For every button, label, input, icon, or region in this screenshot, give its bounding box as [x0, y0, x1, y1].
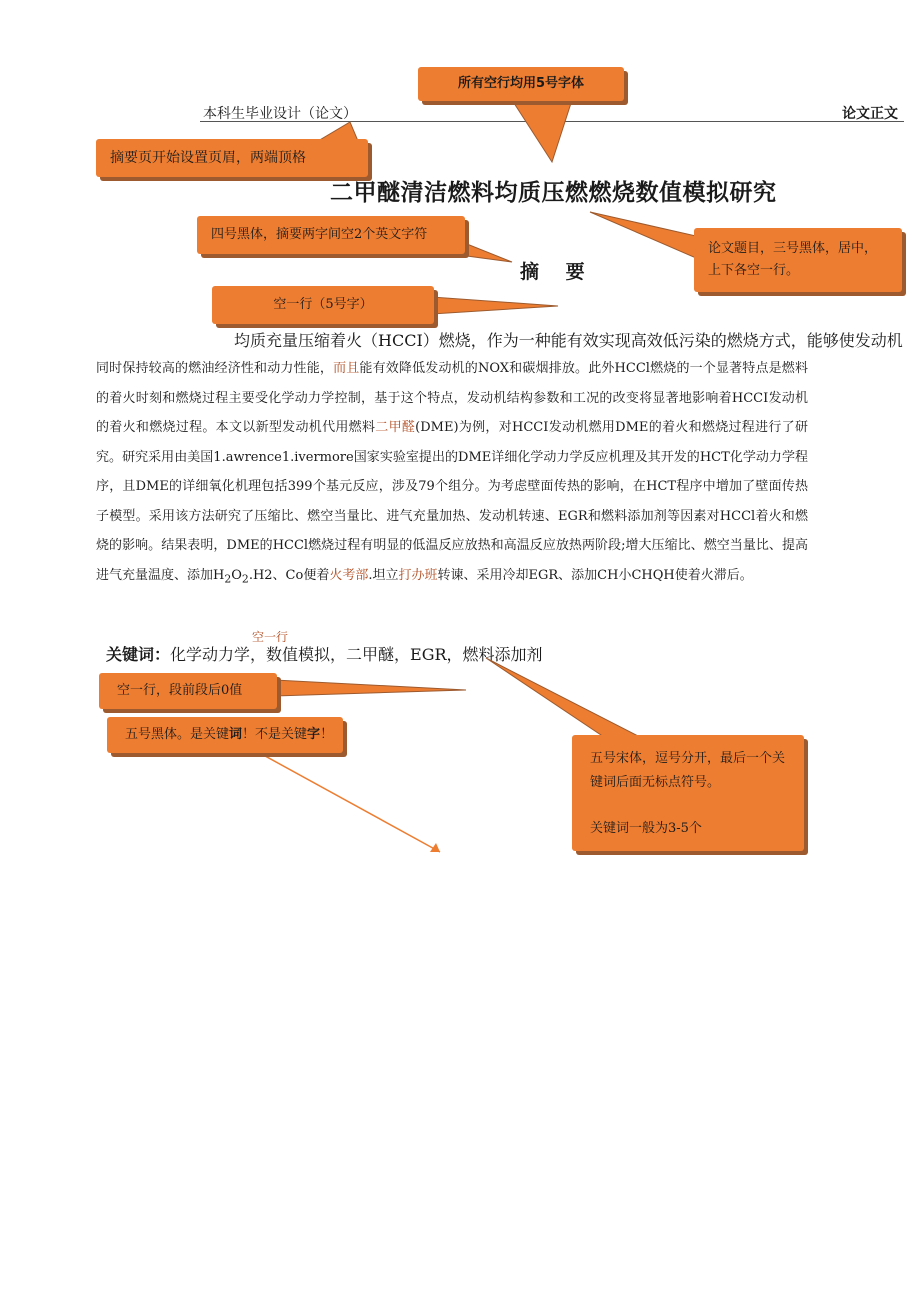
callout-title-format [694, 228, 902, 292]
abstract-text: H [213, 567, 225, 583]
callout-text: ！ [320, 727, 334, 742]
pointer-kwbold [236, 740, 440, 852]
abstract-text: 转谏、采用冷却EGR、添加CH小CHQH使着火滞后。 [437, 567, 753, 583]
abstract-text-note: 打办班 [398, 567, 438, 583]
abstract-text: O [231, 567, 242, 583]
pointer-top [512, 100, 572, 162]
callout-keywords-format [572, 735, 804, 851]
keywords-label: 关键词： [106, 645, 171, 664]
abstract-first-line: 均质充量压缩着火（HCCI）燃烧，作为一种能有效实现高效低污染的燃烧方式，能够使发动机 [234, 331, 903, 350]
page-header-right: 论文正文 [842, 106, 898, 122]
callout-text: ！不是关键 [242, 727, 308, 742]
thesis-title: 二甲醚清洁燃料均质压燃燃烧数值模拟研究 [330, 180, 777, 206]
blank-line-note: 空一行 [252, 630, 289, 644]
abstract-text-note: 二甲醛 [375, 420, 416, 435]
callout-keywords-blank: 空一行，段前段后0值 [99, 673, 277, 709]
abstract-text-note: 而且 [333, 361, 360, 376]
abstract-text: 同时保持较高的燃油经济性和动力性能， [96, 361, 334, 376]
callout-text-bold: 字 [307, 727, 321, 742]
pointer-kwblank [275, 680, 466, 696]
abstract-subscript: 2 [224, 572, 232, 586]
callout-keywords-label-format [107, 717, 343, 753]
callout-text-bold: 词 [229, 727, 243, 742]
abstract-text-note: 火考部 [329, 567, 369, 583]
callout-blank-lines-font: 所有空行均用5号字体 [418, 67, 624, 101]
callout-kw-line: 五号宋体，逗号分开，最后一个关键词后面无标点符号。 [590, 751, 786, 790]
page-header-left: 本科生毕业设计（论文） [203, 106, 357, 122]
callout-heading-format: 四号黑体，摘要两字间空2个英文字符 [197, 216, 465, 254]
abstract-text: .H2、Co便着 [248, 567, 330, 583]
pointer-kwnote [486, 658, 640, 737]
abstract-text: .坦立 [368, 567, 399, 583]
abstract-heading: 摘 要 [520, 261, 595, 283]
keywords-text: 化学动力学，数值模拟，二甲醚，EGR，燃料添加剂 [170, 645, 543, 664]
abstract-subscript: 2 [241, 572, 249, 586]
callout-text: 五号黑体。是关键 [125, 727, 230, 742]
pointer-title [590, 212, 696, 258]
callout-title-line: 论文题目，三号黑体，居中， [708, 241, 878, 256]
pointer-blank [432, 297, 558, 314]
callout-title-line: 上下各空一行。 [708, 263, 800, 278]
callout-header-setting: 摘要页开始设置页眉，两端顶格 [96, 139, 368, 177]
callout-blank-line: 空一行（5号字） [212, 286, 434, 324]
abstract-text: 能有效降低发动机的NOX和碳烟排放。此外HCCl燃烧的一个显著特点是燃料的着火时刻和燃烧过程主要受化学动力学控制，基于这个特点，发动机结构参数和工况的改变将显著地影响着HCCI发动机的着火和燃烧过程。本文以新型发动机代用燃料 [96, 361, 808, 435]
callout-kw-line: 关键词一般为3-5个 [590, 821, 702, 836]
abstract-text: (DME)为例，对HCCI发动机燃用DME的着火和燃烧过程进行了研究。研究采用由美国1.awrence1.ivermore国家实验室提出的DME详细化学动力学反应机理及其开发的HCT化学动力学程序，且DME的详细氧化机理包括399个基元反应，涉及79个组分。为考虑壁面传热的影响，在HCT程序中增加了壁面传热子模型。采用该方法研究了压缩比、燃空当量比、进气充量加热、发动机转速、EGR和燃料添加剂等因素对HCCl着火和燃烧的影响。结果表明，DME的HCCl燃烧过程有明显的低温反应放热和高温反应放热两阶段;增大压缩比、燃空当量比、提高进气充量温度、添加 [96, 420, 808, 583]
